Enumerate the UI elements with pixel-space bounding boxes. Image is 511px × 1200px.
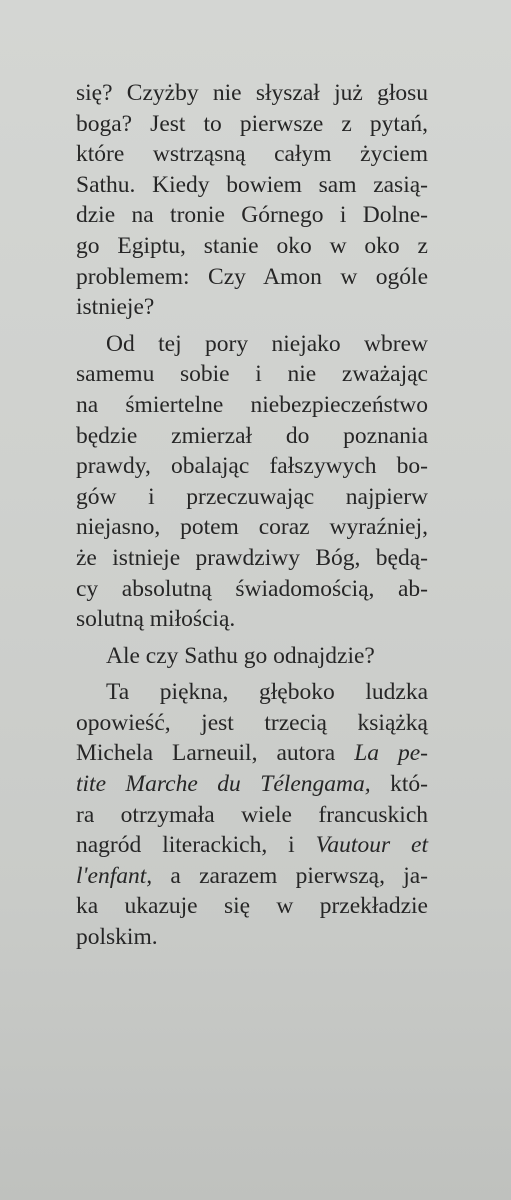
- text-line: [76, 769, 428, 800]
- text-line: że istnieje prawdziwy Bóg, będą-: [76, 544, 428, 571]
- text-line: które wstrząsną całym życiem: [76, 141, 428, 168]
- text-line: samemu sobie i nie zważając: [76, 361, 428, 388]
- text-line: dzie na tronie Górnego i Dolne-: [76, 202, 428, 229]
- text-run: a zarazem pierwszą, ja-: [152, 862, 428, 889]
- text-line: niejasno, potem coraz wyraźniej,: [76, 514, 428, 541]
- text-line: ra otrzymała wiele francuskich: [76, 801, 428, 828]
- text-line: cy absolutną świadomością, ab-: [76, 575, 428, 602]
- text-line: na śmiertelne niebezpieczeństwo: [76, 391, 428, 418]
- text-line: Ta piękna, głęboko ludzka: [106, 679, 428, 706]
- text-line: [76, 861, 428, 892]
- text-line: gów i przeczuwając najpierw: [76, 483, 428, 510]
- text-line: będzie zmierzał do poznania: [76, 422, 428, 449]
- text-line: [76, 830, 428, 861]
- text-line: Od tej pory niejako wbrew: [106, 330, 428, 357]
- text-run: któ-: [370, 771, 428, 798]
- text-line: ka ukazuje się w przekładzie: [76, 893, 428, 920]
- book-title-italic: Vautour et: [315, 832, 429, 859]
- text-run: Michela Larneuil, autora: [76, 740, 355, 767]
- text-line: istnieje?: [76, 294, 155, 321]
- text-line: prawdy, obalając fałszywych bo-: [76, 453, 428, 480]
- text-line: się? Czyżby nie słyszał już głosu: [76, 80, 428, 106]
- book-title-italic: tite Marche du Télengama,: [76, 771, 371, 798]
- paragraph-1: [76, 78, 428, 323]
- text-line: boga? Jest to pierwsze z pytań,: [76, 110, 428, 137]
- text-run: nagród literackich, i: [76, 832, 316, 859]
- text-line: problemem: Czy Amon w ogóle: [76, 263, 428, 290]
- text-line: polskim.: [76, 924, 158, 951]
- paragraph-3: [76, 641, 428, 672]
- text-line: go Egiptu, stanie oko w oko z: [76, 232, 428, 259]
- text-line: Sathu. Kiedy bowiem sam zasią-: [76, 171, 428, 198]
- book-title-italic: l'enfant,: [76, 862, 153, 889]
- text-line: opowieść, jest trzecią książką: [76, 709, 428, 736]
- text-line: Ale czy Sathu go odnajdzie?: [106, 642, 375, 669]
- paragraph-4: [76, 677, 428, 952]
- text-line: solutną miłością.: [76, 606, 236, 633]
- book-title-italic: La pe-: [354, 740, 429, 767]
- page-text: [76, 78, 428, 953]
- text-line: [76, 738, 428, 769]
- paragraph-2: [76, 329, 428, 635]
